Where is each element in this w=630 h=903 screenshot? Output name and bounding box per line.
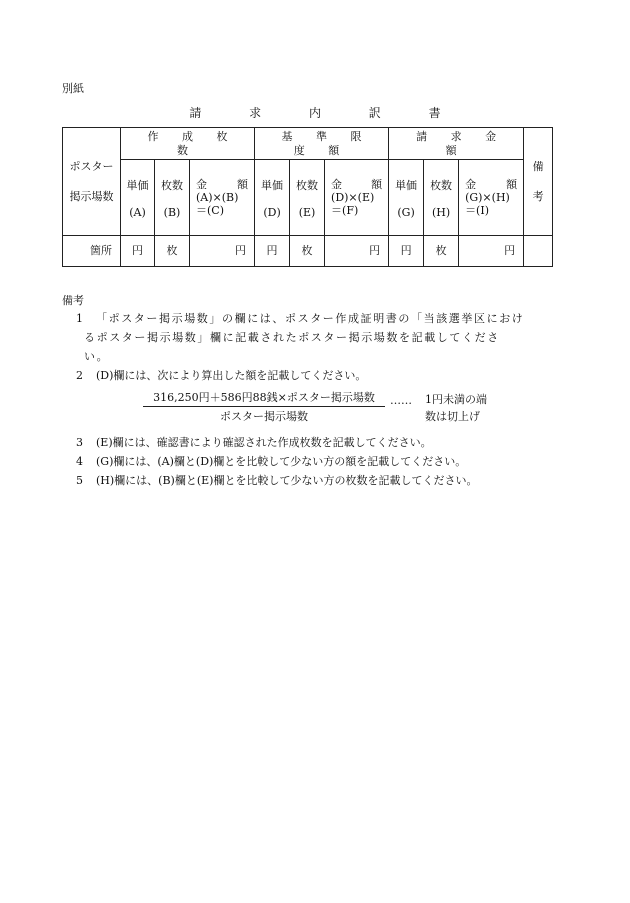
col-label: 単価 <box>261 178 284 192</box>
unit-cell: 円 <box>121 236 155 267</box>
col-header-unit-price-a <box>121 160 155 236</box>
note-3 <box>76 433 554 452</box>
note-1 <box>76 309 554 366</box>
col-header-amount-c <box>190 160 255 236</box>
table-row <box>63 236 553 267</box>
poster-sites-header-line1: ポスター <box>69 159 114 173</box>
col-label: 枚数 <box>161 178 183 192</box>
col-code: (E) <box>298 205 316 219</box>
col-header-unit-price-d <box>255 160 290 236</box>
col-header-count-e <box>290 160 325 236</box>
note-text: 「ポスター掲示場数」の欄には、ポスター作成証明書の「当該選挙区におけ <box>96 312 525 325</box>
poster-sites-header <box>63 128 121 236</box>
leader-dots: …… <box>390 394 412 407</box>
unit-cell: 枚 <box>155 236 190 267</box>
unit-cell: 円 <box>389 236 424 267</box>
formula-numerator: 316,250円＋586円88銭×ポスター掲示場数 <box>143 391 385 407</box>
col-header-amount-f <box>325 160 389 236</box>
formula-denominator: ポスター掲示場数 <box>220 410 308 424</box>
col-header-count-b <box>155 160 190 236</box>
col-label: 金 <box>465 178 477 191</box>
col-label: 単価 <box>126 178 149 192</box>
note-number: 1 <box>76 312 85 325</box>
col-formula: ＝(C) <box>196 204 224 217</box>
col-code: (B) <box>163 205 181 219</box>
unit-cell: 枚 <box>290 236 325 267</box>
note-5 <box>76 471 554 490</box>
group-header-standard-limit: 基 準 限 度 額 <box>255 128 389 160</box>
col-code: (H) <box>431 205 451 219</box>
col-formula: ＝(I) <box>465 204 489 217</box>
remarks-header-line1: 備 <box>532 159 544 173</box>
rounding-note-line2: 数は切上げ <box>425 410 480 423</box>
billing-breakdown-table <box>62 127 553 267</box>
remarks-cell <box>524 236 553 267</box>
col-formula: (G)×(H) <box>465 191 510 204</box>
note-number: 2 <box>76 369 83 382</box>
unit-price-formula <box>143 391 385 423</box>
col-formula: (A)×(B) <box>196 191 239 204</box>
col-label: 額 <box>506 178 518 191</box>
note-text: (H)欄には、(B)欄と(E)欄とを比較して少ない方の枚数を記載してください。 <box>96 474 478 487</box>
col-label: 枚数 <box>296 178 319 192</box>
col-code: (D) <box>263 205 281 219</box>
rounding-note <box>425 391 487 425</box>
col-label: 額 <box>371 178 383 191</box>
col-label: 枚数 <box>430 178 453 192</box>
unit-cell: 円 <box>255 236 290 267</box>
note-text: るポスター掲示場数」欄に記載されたポスター掲示場数を記載してくださ <box>84 331 500 344</box>
remarks-header-line2: 考 <box>532 189 544 203</box>
note-text: (E)欄には、確認書により確認された作成枚数を記載してください。 <box>96 436 432 449</box>
page-label: 別紙 <box>62 82 84 95</box>
note-number: 3 <box>76 436 83 449</box>
note-4 <box>76 452 554 471</box>
poster-sites-header-line2: 掲示場数 <box>69 189 114 203</box>
note-number: 4 <box>76 455 83 468</box>
note-2 <box>76 366 554 385</box>
unit-cell: 円 <box>459 236 524 267</box>
notes-heading: 備考 <box>62 294 84 307</box>
unit-cell: 円 <box>325 236 389 267</box>
col-header-unit-price-g <box>389 160 424 236</box>
col-label: 単価 <box>395 178 418 192</box>
note-text: (D)欄には、次により算出した額を記載してください。 <box>96 369 367 382</box>
unit-cell: 円 <box>190 236 255 267</box>
note-text: (G)欄には、(A)欄と(D)欄とを比較して少ない方の額を記載してください。 <box>96 455 467 468</box>
col-label: 金 <box>331 178 343 191</box>
group-header-production-count: 作 成 枚 数 <box>121 128 255 160</box>
col-header-count-h <box>424 160 459 236</box>
col-label: 額 <box>237 178 249 191</box>
col-code: (G) <box>397 205 415 219</box>
col-label: 金 <box>196 178 207 191</box>
group-header-claim-amount: 請 求 金 額 <box>389 128 524 160</box>
note-number: 5 <box>76 474 83 487</box>
col-formula: ＝(F) <box>331 204 359 217</box>
rounding-note-line1: 1円未満の端 <box>425 393 487 406</box>
unit-cell: 枚 <box>424 236 459 267</box>
document-title: 請 求 内 訳 書 <box>189 106 463 120</box>
col-formula: (D)×(E) <box>331 191 375 204</box>
col-code: (A) <box>129 205 146 219</box>
col-header-amount-i <box>459 160 524 236</box>
remarks-header <box>524 128 553 236</box>
unit-cell-sites: 箇所 <box>63 236 121 267</box>
note-text: い。 <box>84 350 110 363</box>
